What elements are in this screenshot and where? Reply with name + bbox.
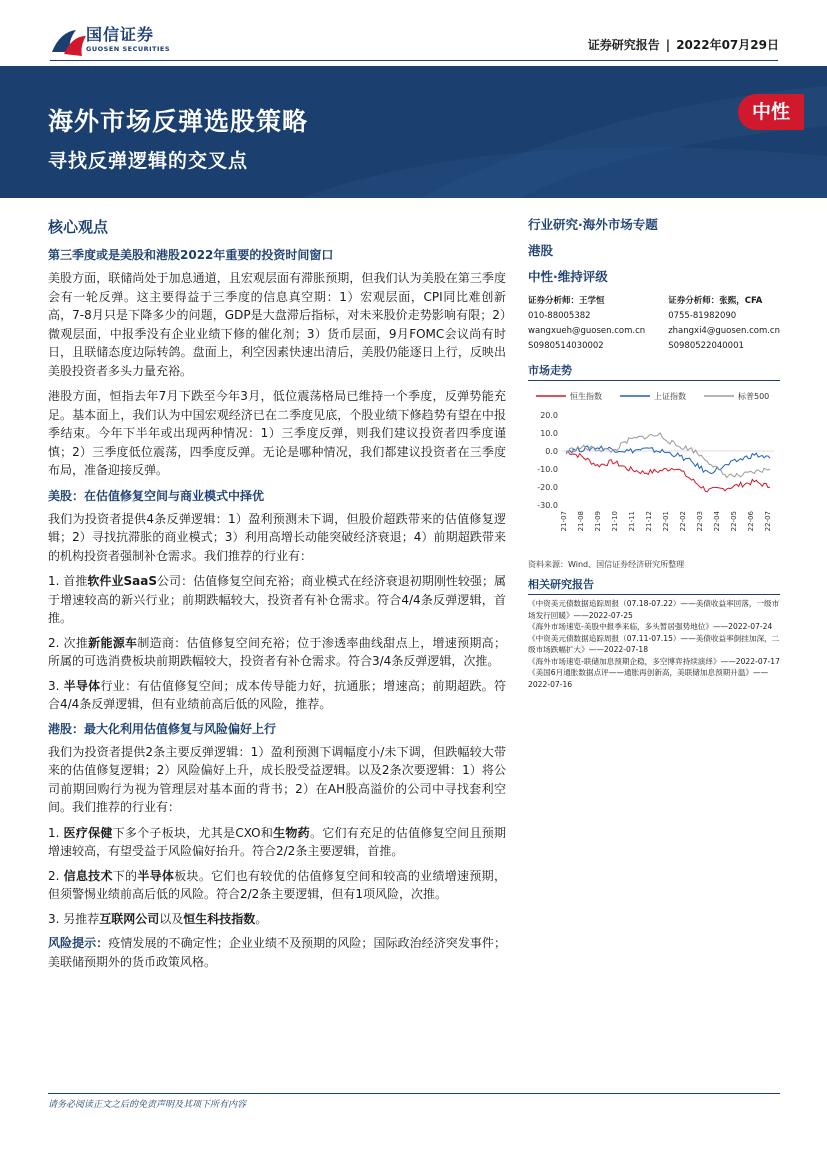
report-date: 2022年07月29日 [676, 38, 779, 52]
y-tick-label: -10.0 [537, 465, 558, 474]
logo-text-en: GUOSEN SECURITIES [86, 45, 171, 53]
x-tick-label: 22-02 [679, 511, 687, 532]
x-tick-label: 22-05 [730, 511, 738, 532]
us-section-head: 美股：在估值修复空间与商业模式中择优 [48, 488, 265, 503]
industry-label: 行业研究·海外市场专题 [528, 217, 658, 232]
report-title: 海外市场反弹选股策略 [48, 107, 309, 136]
hk-item-2: 2. 信息技术下的半导体板块。它们也有较优的估值修复空间和较高的业绩增速预期，但须警惕业绩前高后低的风险。符合2/2条主要逻辑，但有1项风险，次推。 [48, 868, 506, 901]
header-divider [50, 60, 778, 61]
headline: 第三季度或是美股和港股2022年重要的投资时间窗口 [48, 248, 334, 262]
report-subtitle: 寻找反弹逻辑的交叉点 [48, 150, 249, 172]
legend-label: 标普500 [738, 392, 770, 401]
x-tick-label: 22-07 [764, 511, 772, 532]
related-reports-title: 相关研究报告 [528, 576, 780, 595]
related-report-item[interactable]: 《中资美元债数据追踪周报（07.18-07.22）——美债收益率回落，一级市场发行回暖》——2022-07-25 [528, 599, 780, 620]
hk-section-head: 港股：最大化利用估值修复与风险偏好上行 [48, 721, 277, 736]
sidebar [528, 216, 780, 690]
y-tick-label: -20.0 [537, 483, 558, 492]
us-paragraph: 美股方面，联储尚处于加息通道，且宏观层面有滞胀预期，但我们认为美股在第三季度会有一轮反弹。这主要得益于三季度的信息真空期：1）宏观层面，CPI同比难创新高，7-8月只是下降多少的问题，GDP是大盘滞后指标，对未来股价走势影响有限；2）微观层面，中报季没有企业业绩下修的催化剂；3）货币层面，9月FOMC会议尚有时日，且联储态度边际转鸽。盘面上，利空因素快速出清后，美股仍能逐日上行，反映出美股投资者多头力量充裕。 [48, 271, 506, 378]
rating-badge: 中性 [738, 94, 804, 130]
analyst-2: 证券分析师：张熙，CFA 0755-81982090 zhangxi4@guosen.com.cn S0980522040001 [668, 296, 780, 351]
y-tick-label: 0.0 [545, 447, 558, 456]
x-tick-label: 21-09 [594, 511, 602, 532]
us-intro: 我们为投资者提供4条反弹逻辑：1）盈利预测未下调，但股价超跌带来的估值修复逻辑；2）寻找抗滞胀的商业模式；3）利用高增长动能突破经济衰退；4）前期超跌带来的机构投资者强制补仓需求。我们推荐的行业有： [48, 511, 506, 563]
series-line-1 [566, 446, 770, 474]
core-view-title: 核心观点 [48, 218, 109, 236]
market-trend-label: 市场走势 [528, 362, 780, 381]
hk-intro: 我们为投资者提供2条主要反弹逻辑：1）盈利预测下调幅度小/未下调，但跌幅较大带来的估值修复逻辑；2）风险偏好上升，成长股受益逻辑。以及2条次要逻辑：1）将公司前期回购行为视为管理层对基本面的背书；2）在AH股高溢价的公司中寻找套利空间。我们推荐的行业有： [48, 744, 506, 814]
x-tick-label: 22-06 [747, 511, 755, 532]
y-tick-label: -30.0 [537, 501, 558, 510]
main-content [48, 216, 506, 978]
related-report-item[interactable]: 《海外市场速览-美股中报季来临，多头暂居强势地位》——2022-07-24 [528, 622, 773, 631]
legend-label: 恒生指数 [570, 392, 602, 401]
x-tick-label: 22-01 [662, 511, 670, 532]
market-label: 港股 [528, 243, 554, 258]
risk-warning: 风险提示：疫情发展的不确定性；企业业绩不及预期的风险；国际政治经济突发事件；美联储预期外的货币政策风格。 [48, 936, 506, 969]
legend-label: 上证指数 [654, 392, 686, 401]
footer-disclaimer: 请务必阅读正文之后的免责声明及其项下所有内容 [48, 1100, 247, 1110]
trend-chart-svg [528, 387, 780, 557]
report-type: 证券研究报告 [587, 38, 660, 52]
related-report-item[interactable]: 《中资美元债数据追踪周报（07.11-07.15）——美债收益率倒挂加深，二级市场跌幅扩大》——2022-07-18 [528, 633, 780, 654]
footer-divider [48, 1093, 780, 1094]
series-line-0 [566, 451, 770, 492]
related-report-item[interactable]: 《美国6月通胀数据点评——通胀再创新高，美联储加息预期升温》——2022-07-16 [528, 668, 769, 689]
rating-label: 中性·维持评级 [528, 269, 608, 284]
us-item-2: 2. 次推新能源车制造商：估值修复空间充裕；位于渗透率曲线甜点上，增速预期高；所属的可选消费板块前期跌幅较大，投资者有补仓需求。符合3/4条反弹逻辑，次推。 [48, 635, 506, 668]
us-item-1: 1. 首推软件业SaaS公司：估值修复空间充裕；商业模式在经济衰退初期刚性较强；属于增速较高的新兴行业；前期跌幅较大，投资者有补仓需求。符合4/4条反弹逻辑，首推。 [48, 574, 506, 625]
y-tick-label: 10.0 [540, 429, 558, 438]
x-tick-label: 22-03 [696, 511, 704, 532]
report-type-date [588, 36, 779, 53]
related-reports-list [528, 598, 780, 690]
us-item-3: 3. 半导体行业：有估值修复空间；成本传导能力好，抗通胀；增速高；前期超跌。符合4/4条反弹逻辑，但有业绩前高后低的风险，推荐。 [48, 678, 506, 711]
report-header [0, 0, 827, 66]
separator: | [665, 38, 671, 52]
logo-text-cn: 国信证券 [86, 25, 155, 44]
related-report-item[interactable]: 《海外市场速览-联储加息预期企稳，多空博弈持续演绎》——2022-07-17 [528, 656, 780, 666]
x-tick-label: 21-11 [628, 511, 636, 532]
x-tick-label: 21-08 [577, 511, 585, 532]
market-trend-chart [528, 387, 780, 557]
x-tick-label: 21-10 [611, 511, 619, 532]
analyst-1: 证券分析师：王学恒 010-88005382 wangxueh@guosen.com.cn S0980514030002 [528, 296, 646, 351]
analysts [528, 294, 780, 354]
x-tick-label: 21-07 [560, 511, 568, 532]
x-tick-label: 21-12 [645, 511, 653, 532]
hk-paragraph: 港股方面，恒指去年7月下跌至今年3月，低位震荡格局已维持一个季度，反弹势能充足。基本面上，我们认为中国宏观经济已在二季度见底，个股业绩下修趋势有望在中报季结束。今年下半年或出现两种情况：1）三季度反弹，则我们建议投资者四季度谨慎；2）三季度低位震荡，四季度反弹。无论是哪种情况，我们都建议投资者在三季度布局，准备迎接反弹。 [48, 389, 506, 477]
chart-source: 资料来源：Wind、国信证券经济研究所整理 [528, 560, 685, 569]
hk-item-1: 1. 医疗保健下多个子板块，尤其是CXO和生物药。它们有充足的估值修复空间且预期增速较高，有望受益于风险偏好抬升。符合2/2条主要逻辑，首推。 [48, 825, 506, 858]
x-tick-label: 22-04 [713, 511, 721, 532]
title-banner [0, 66, 827, 198]
y-tick-label: 20.0 [540, 411, 558, 420]
hk-item-3: 3. 另推荐互联网公司以及恒生科技指数。 [48, 911, 268, 926]
